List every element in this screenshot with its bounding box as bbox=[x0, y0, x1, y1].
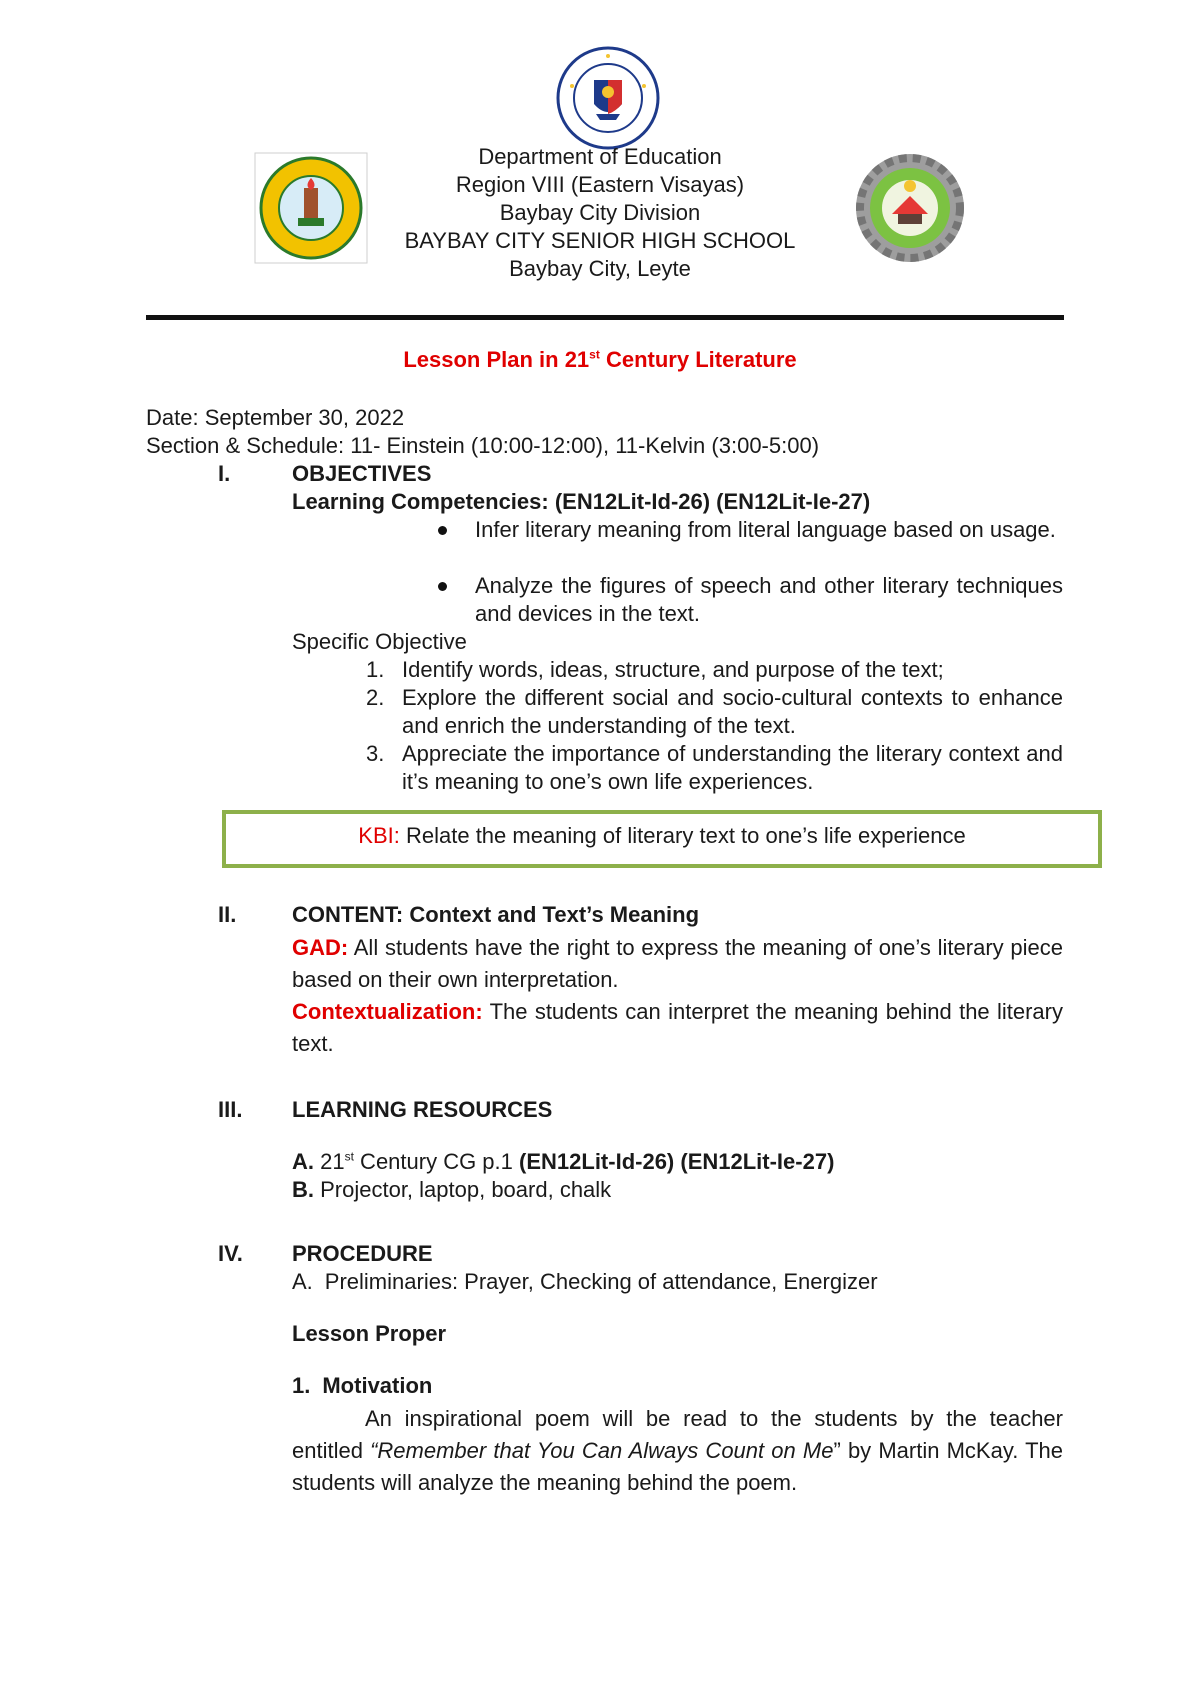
bullet-icon bbox=[438, 582, 447, 591]
section-numeral: II. bbox=[218, 902, 237, 927]
specific-objective-item: Explore the different social and socio-cultural contexts to enhance and enrich the understanding of the text. bbox=[402, 685, 1063, 738]
poem-title: “Remember that You Can Always Count on Me bbox=[370, 1438, 834, 1463]
gad-paragraph: GAD: All students have the right to express the meaning of one’s literary piece based on their own interpretation. bbox=[292, 935, 1063, 992]
letterhead bbox=[0, 143, 1200, 283]
letterhead-school: BAYBAY CITY SENIOR HIGH SCHOOL bbox=[404, 228, 796, 253]
contextualization-paragraph: Contextualization: The students can interpret the meaning behind the literary text. bbox=[292, 999, 1063, 1056]
bullet-icon bbox=[438, 526, 447, 535]
deped-seal-logo bbox=[556, 46, 660, 150]
lesson-date: Date: September 30, 2022 bbox=[146, 405, 405, 430]
kbi-label: KBI: bbox=[358, 823, 400, 848]
competency-item: Infer literary meaning from literal language based on usage. bbox=[475, 517, 1056, 542]
list-number: 3. bbox=[366, 741, 385, 766]
resource-item: A. 21st Century CG p.1 (EN12Lit-Id-26) (EN12Lit-Ie-27) bbox=[292, 1149, 835, 1174]
header-divider bbox=[146, 315, 1064, 320]
list-number: 2. bbox=[366, 685, 385, 710]
kbi-text: Relate the meaning of literary text to one’s life experience bbox=[399, 823, 966, 848]
section-numeral: IV. bbox=[218, 1241, 243, 1266]
specific-objective-label: Specific Objective bbox=[292, 629, 467, 654]
section-numeral: I. bbox=[218, 461, 231, 486]
resource-item: B. Projector, laptop, board, chalk bbox=[292, 1177, 612, 1202]
kbi-statement bbox=[222, 822, 1102, 850]
letterhead-region: Region VIII (Eastern Visayas) bbox=[455, 172, 745, 197]
letterhead-division: Baybay City Division bbox=[499, 200, 701, 225]
specific-objective-item: Appreciate the importance of understanding the literary context and it’s meaning to one’s own life experiences. bbox=[402, 741, 1063, 794]
lesson-proper-heading: Lesson Proper bbox=[292, 1321, 447, 1346]
learning-competencies: Learning Competencies: (EN12Lit-Id-26) (EN12Lit-Ie-27) bbox=[292, 489, 871, 514]
preliminaries: A. Preliminaries: Prayer, Checking of attendance, Energizer bbox=[292, 1269, 878, 1294]
gad-label: GAD: bbox=[292, 935, 349, 960]
section-heading-resources: LEARNING RESOURCES bbox=[292, 1097, 553, 1122]
section-heading-content: CONTENT: Context and Text’s Meaning bbox=[292, 902, 700, 927]
motivation-paragraph: An inspirational poem will be read to the students by the teacher entitled “Remember that You Can Always Count on Me” by Martin McKay. The students will analyze the meaning behind the poem. bbox=[292, 1406, 1063, 1495]
letterhead-department: Department of Education bbox=[478, 144, 722, 169]
competency-item: Analyze the figures of speech and other literary techniques and devices in the text. bbox=[475, 573, 1063, 626]
specific-objective-item: Identify words, ideas, structure, and purpose of the text; bbox=[402, 657, 944, 682]
letterhead-city: Baybay City, Leyte bbox=[509, 256, 691, 281]
page-title: Lesson Plan in 21st Century Literature bbox=[403, 347, 797, 372]
section-numeral: III. bbox=[218, 1097, 243, 1122]
section-heading-procedure: PROCEDURE bbox=[292, 1241, 433, 1266]
motivation-heading: 1. Motivation bbox=[292, 1373, 433, 1398]
contextualization-label: Contextualization: bbox=[292, 999, 483, 1024]
list-number: 1. bbox=[366, 657, 385, 682]
lesson-schedule: Section & Schedule: 11- Einstein (10:00-12:00), 11-Kelvin (3:00-5:00) bbox=[146, 433, 820, 458]
section-heading-objectives: OBJECTIVES bbox=[292, 461, 432, 486]
